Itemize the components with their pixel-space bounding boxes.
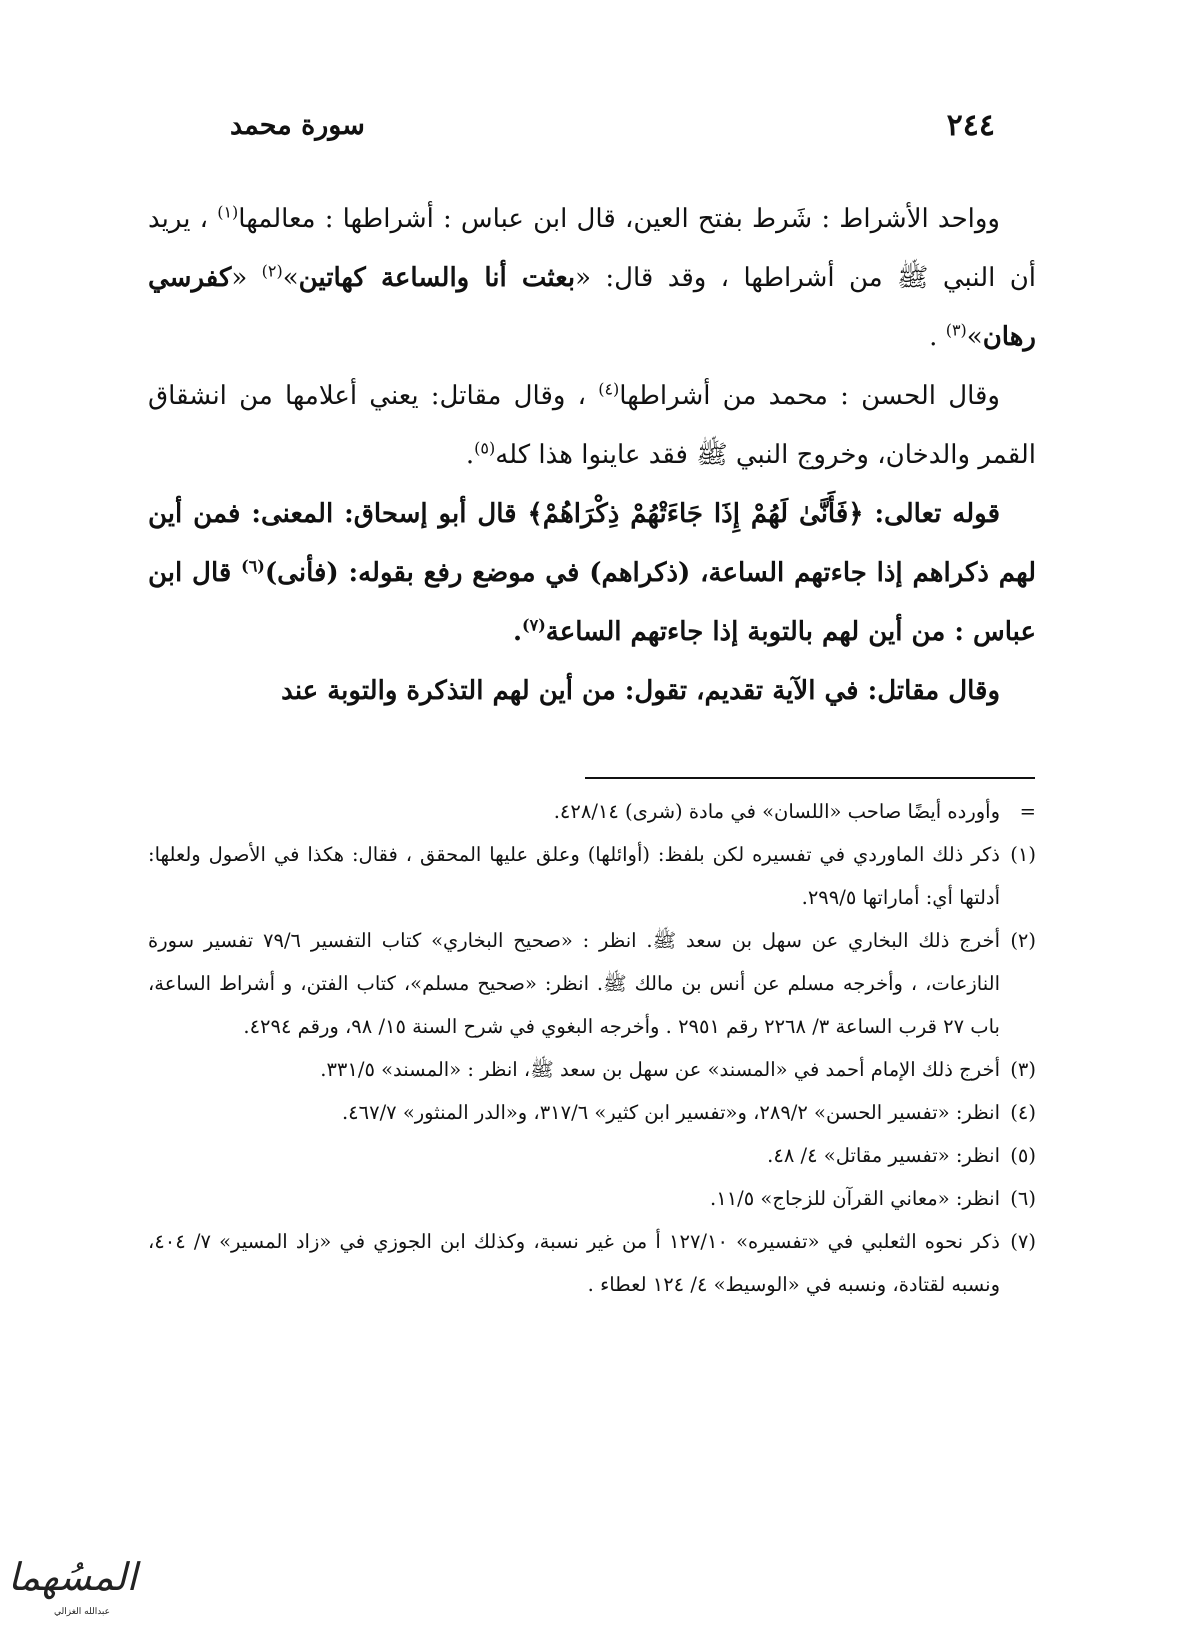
paragraph-1 — [148, 190, 1036, 367]
paragraph-4: وقال مقاتل: في الآية تقديم، تقول: من أين لهم التذكرة والتوبة عند — [281, 676, 1000, 706]
footnote-7 — [148, 1220, 1036, 1306]
stamp-calligraphy: المسُهما — [8, 1555, 138, 1599]
text-run: . — [465, 440, 475, 470]
text-run: » — [282, 263, 299, 293]
footnote-text: أخرج ذلك الإمام أحمد في «المسند» عن سهل بن سعد ﷺ، انظر : «المسند» ٣٣١/٥. — [320, 1058, 1000, 1081]
text-run: . — [512, 617, 523, 647]
footnote-number: (٢) — [1010, 929, 1037, 952]
footnote-text: أخرج ذلك البخاري عن سهل بن سعد ﷺ. انظر : «صحيح البخاري» كتاب التفسير ٧٩/٦ تفسير سورة النازعات، ، وأخرجه مسلم عن أنس بن مالك ﷺ. انظر: «صحيح مسلم»، كتاب الفتن، و أشراط الساعة، باب ٢٧ قرب الساعة ٣/ ٢٢٦٨ رقم ٢٩٥١ . وأخرجه البغوي في شرح السنة ١٥/ ٩٨، ورقم ٤٢٩٤. — [148, 929, 1001, 1038]
footnote-4 — [148, 1091, 1036, 1134]
running-title: سورة محمد — [230, 110, 365, 141]
footnote-text: انظر: «تفسير مقاتل» ٤/ ٤٨. — [767, 1144, 1000, 1167]
footnote-number: = — [1019, 800, 1036, 823]
footnote-ref: (٦) — [241, 556, 265, 576]
stamp-caption: عبدالله الغزالي — [54, 1607, 111, 1617]
footnote-5 — [148, 1134, 1036, 1177]
page-number: ٢٤٤ — [946, 108, 995, 143]
text-run: ، وقال مقاتل: يعني أعلامها من انشقاق القمر والدخان، وخروج النبي ﷺ فقد عاينوا هذا كله — [148, 381, 1036, 470]
text-run: قال ابن عباس : من أين لهم بالتوبة إذا جاءتهم الساعة — [148, 558, 1036, 647]
paragraph-3 — [148, 485, 1036, 662]
footnote-text: انظر: «معاني القرآن للزجاج» ١١/٥. — [710, 1187, 1000, 1210]
footnote-text: ذكر نحوه الثعلبي في «تفسيره» ١٢٧/١٠ أ من غير نسبة، وكذلك ابن الجوزي في «زاد المسير» ٧/ ٤٠٤، ونسبه لقتادة، ونسبه في «الوسيط» ٤/ ١٢٤ لعطاء . — [148, 1230, 1000, 1296]
footnote-text: انظر: «تفسير الحسن» ٢٨٩/٢، و«تفسير ابن كثير» ٣١٧/٦، و«الدر المنثور» ٤٦٧/٧. — [341, 1101, 1000, 1124]
footnote-number: (٥) — [1010, 1144, 1036, 1167]
footnote-3 — [148, 1048, 1036, 1091]
footnote-number: (٤) — [1010, 1101, 1036, 1124]
text-run: « — [231, 263, 262, 293]
footnote-ref: (٥) — [474, 438, 496, 458]
footnote-6 — [148, 1177, 1036, 1220]
text-run: وواحد الأشراط : شَرط بفتح العين، قال ابن عباس : أشراطها : معالمها — [238, 204, 1000, 234]
footnote-number: (٦) — [1010, 1187, 1036, 1210]
text-run: قوله تعالى: ﴿فَأَنَّىٰ لَهُمْ إِذَا جَاءَتْهُمْ ذِكْرَاهُمْ﴾ قال أبو إسحاق: المعنى: فمن أين لهم ذكراهم إذا جاءتهم الساعة، (ذكراهم) في موضع رفع بقوله: (فأنى) — [148, 499, 1036, 588]
footnote-continuation — [148, 790, 1036, 833]
footnote-text: وأورده أيضًا صاحب «اللسان» في مادة (شرى) ٤٢٨/١٤. — [553, 800, 1000, 823]
main-text — [148, 190, 1036, 721]
footnote-text: ذكر ذلك الماوردي في تفسيره لكن بلفظ: (أوائلها) وعلق عليها المحقق ، فقال: هكذا في الأصول ولعلها: أدلتها أي: أماراتها ٢٩٩/٥. — [148, 843, 1000, 909]
paragraph-2 — [148, 367, 1036, 485]
footnote-separator — [585, 777, 1035, 779]
footnote-ref: (٤) — [598, 379, 620, 399]
footnote-number: (٣) — [1010, 1058, 1036, 1081]
footnote-1 — [148, 833, 1036, 919]
hadith-quote: كفرسي رهان — [148, 263, 1036, 352]
page-header — [150, 100, 995, 150]
footnote-number: (١) — [1010, 843, 1036, 866]
footnote-ref: (٧) — [522, 615, 546, 635]
library-stamp-logo — [4, 1555, 154, 1627]
footnote-2 — [148, 919, 1036, 1048]
text-run: . — [929, 322, 946, 352]
footnote-ref: (٢) — [261, 261, 283, 281]
footnote-ref: (٣) — [945, 320, 967, 340]
footnotes — [148, 790, 1036, 1306]
footnote-ref: (١) — [217, 202, 239, 222]
text-run: » — [966, 322, 983, 352]
hadith-quote: بعثت أنا والساعة كهاتين — [298, 263, 576, 293]
footnote-number: (٧) — [1010, 1230, 1036, 1253]
text-run: ، يريد أن النبي ﷺ من أشراطها ، وقد قال: « — [148, 204, 1037, 293]
text-run: وقال الحسن : محمد من أشراطها — [619, 381, 1000, 411]
